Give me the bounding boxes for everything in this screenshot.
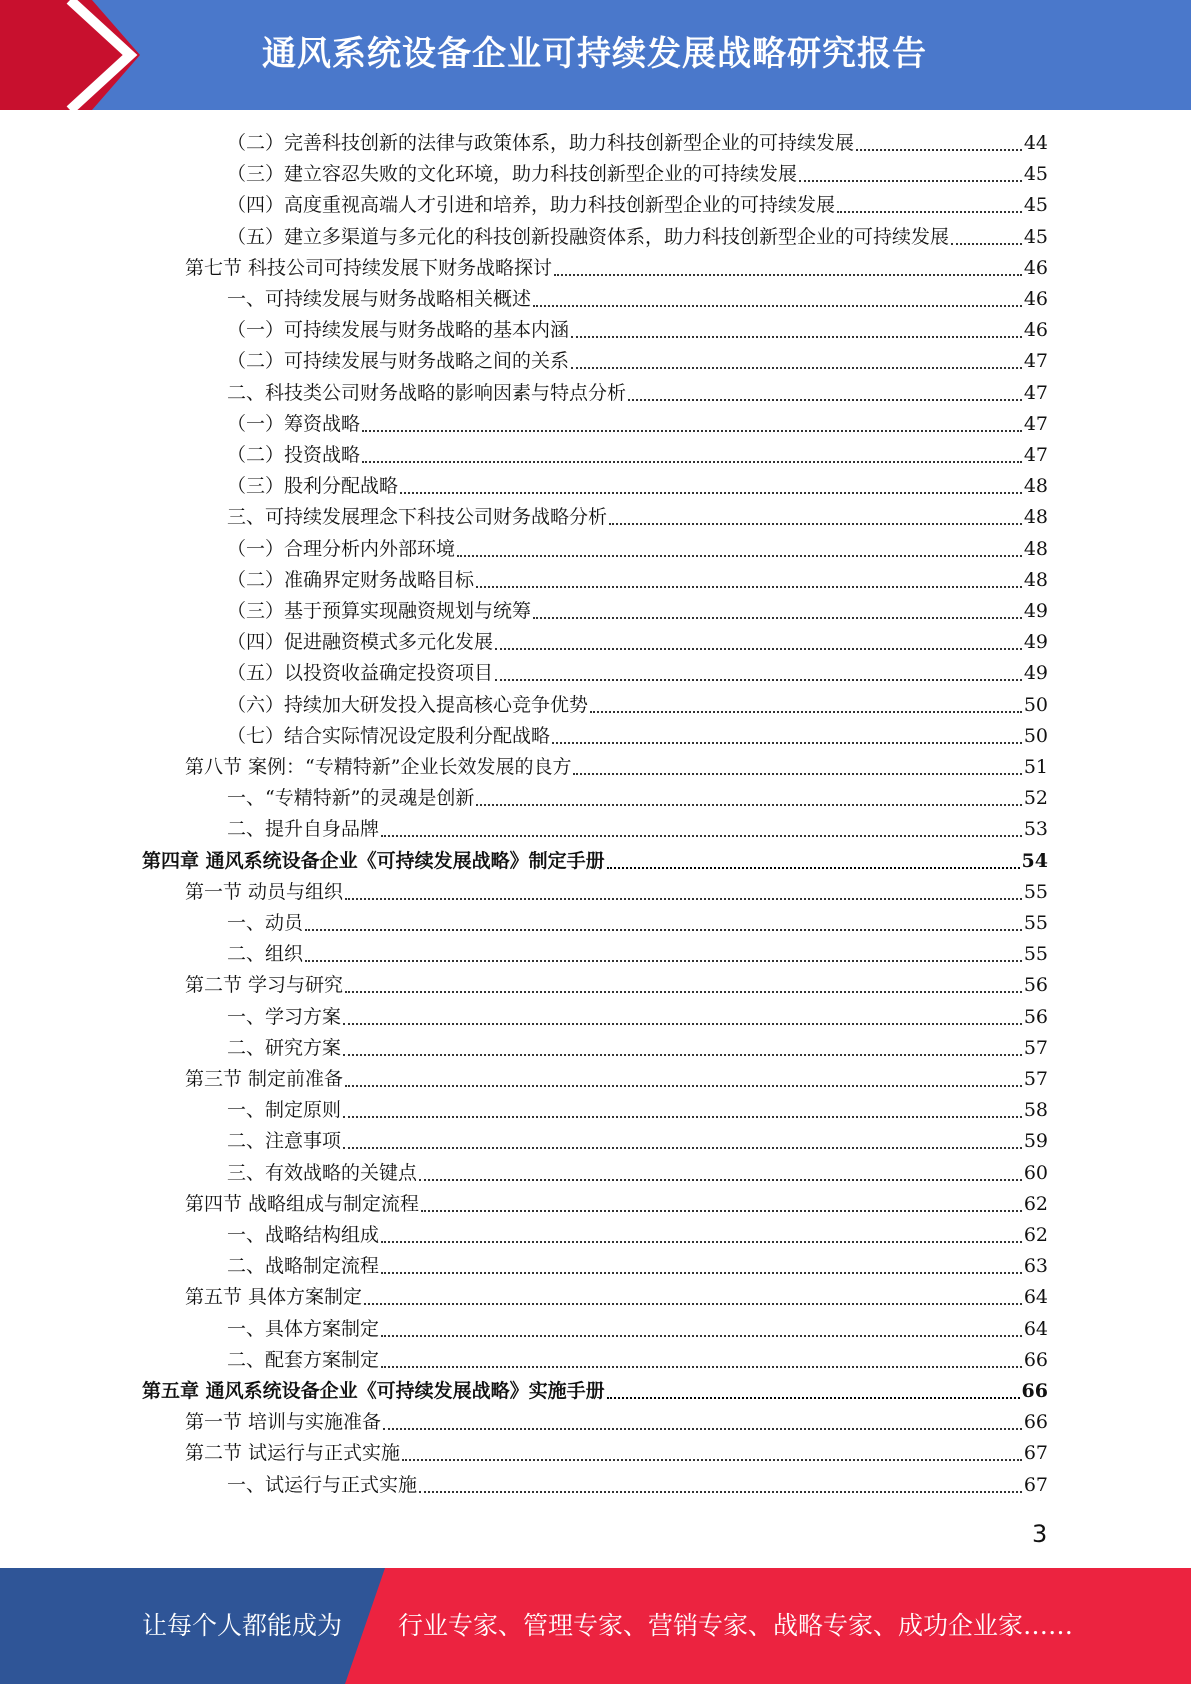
toc-subsection-entry[interactable] xyxy=(227,1126,1048,1157)
toc-subsection-entry[interactable] xyxy=(227,721,1048,752)
toc-leader-dots xyxy=(419,1179,1022,1181)
toc-entry-page: 47 xyxy=(1023,350,1048,373)
toc-subsection-entry[interactable] xyxy=(227,159,1048,190)
toc-entry-page: 50 xyxy=(1023,724,1048,747)
toc-subsection-entry[interactable] xyxy=(227,222,1048,253)
toc-section-entry[interactable] xyxy=(185,1064,1048,1095)
toc-entry-label: 第四节 战略组成与制定流程 xyxy=(185,1192,420,1215)
toc-entry-page: 46 xyxy=(1023,319,1048,342)
toc-entry-label: 第一节 动员与组织 xyxy=(185,880,344,903)
header-arrow-decoration xyxy=(0,0,140,110)
toc-entry-label: （二）投资战略 xyxy=(227,444,361,466)
toc-subsection-entry[interactable] xyxy=(227,315,1048,346)
toc-entry-label: 二、注意事项 xyxy=(227,1130,342,1153)
toc-leader-dots xyxy=(573,773,1021,775)
toc-section-entry[interactable] xyxy=(185,1407,1048,1438)
toc-entry-page: 64 xyxy=(1023,1286,1048,1309)
toc-subsection-entry[interactable] xyxy=(227,814,1048,845)
toc-entry-label: （一）可持续发展与财务战略的基本内涵 xyxy=(227,319,570,342)
toc-leader-dots xyxy=(305,960,1022,962)
toc-entry-page: 60 xyxy=(1023,1161,1048,1184)
toc-entry-page: 56 xyxy=(1023,1005,1048,1028)
toc-leader-dots xyxy=(495,648,1022,650)
toc-entry-label: 第二节 试运行与正式实施 xyxy=(185,1442,401,1465)
report-title: 通风系统设备企业可持续发展战略研究报告 xyxy=(262,34,927,74)
toc-leader-dots xyxy=(421,1210,1022,1212)
toc-subsection-entry[interactable] xyxy=(227,1314,1048,1345)
toc-leader-dots xyxy=(381,1241,1022,1243)
toc-entry-label: （二）完善科技创新的法律与政策体系，助力科技创新型企业的可持续发展 xyxy=(227,132,855,154)
toc-entry-page: 45 xyxy=(1023,163,1048,186)
toc-leader-dots xyxy=(476,804,1021,806)
toc-subsection-entry[interactable] xyxy=(227,627,1048,658)
toc-section-entry[interactable] xyxy=(185,877,1048,908)
toc-entry-label: （一）合理分析内外部环境 xyxy=(227,537,456,560)
toc-entry-label: 三、有效战略的关键点 xyxy=(227,1161,418,1184)
toc-entry-page: 48 xyxy=(1023,506,1048,529)
toc-leader-dots xyxy=(533,305,1022,307)
toc-leader-dots xyxy=(343,1023,1022,1025)
toc-section-entry[interactable] xyxy=(185,1438,1048,1469)
toc-entry-label: 一、具体方案制定 xyxy=(227,1317,380,1340)
toc-entry-page: 59 xyxy=(1023,1130,1048,1153)
toc-entry-page: 67 xyxy=(1023,1442,1048,1465)
toc-leader-dots xyxy=(343,1054,1022,1056)
toc-subsection-entry[interactable] xyxy=(227,1033,1048,1064)
toc-leader-dots xyxy=(400,492,1022,494)
toc-subsection-entry[interactable] xyxy=(227,502,1048,533)
toc-subsection-entry[interactable] xyxy=(227,1470,1048,1501)
toc-entry-page: 47 xyxy=(1023,412,1048,435)
toc-leader-dots xyxy=(343,1116,1022,1118)
toc-entry-label: 二、战略制定流程 xyxy=(227,1255,380,1278)
toc-entry-page: 62 xyxy=(1023,1192,1048,1215)
toc-entry-page: 46 xyxy=(1023,256,1048,279)
toc-entry-page: 49 xyxy=(1023,662,1048,685)
toc-leader-dots xyxy=(381,1335,1022,1337)
toc-leader-dots xyxy=(345,1085,1022,1087)
toc-entry-label: 一、战略结构组成 xyxy=(227,1224,380,1246)
toc-entry-label: 一、学习方案 xyxy=(227,1005,342,1028)
toc-leader-dots xyxy=(362,430,1022,432)
toc-entry-label: （四）促进融资模式多元化发展 xyxy=(227,631,494,654)
toc-leader-dots xyxy=(607,867,1020,869)
toc-leader-dots xyxy=(571,367,1022,369)
toc-entry-label: 二、组织 xyxy=(227,943,304,966)
toc-subsection-entry[interactable] xyxy=(227,1345,1048,1376)
toc-leader-dots xyxy=(383,1428,1022,1430)
toc-leader-dots xyxy=(495,679,1022,681)
toc-subsection-entry[interactable] xyxy=(227,1251,1048,1282)
toc-entry-page: 48 xyxy=(1023,475,1048,498)
toc-leader-dots xyxy=(402,1459,1022,1461)
toc-entry-label: （五）以投资收益确定投资项目 xyxy=(227,662,494,685)
toc-entry-page: 53 xyxy=(1023,818,1048,841)
toc-entry-label: 第四章 通风系统设备企业《可持续发展战略》制定手册 xyxy=(142,849,605,872)
toc-section-entry[interactable] xyxy=(185,970,1048,1001)
toc-entry-page: 52 xyxy=(1023,787,1048,810)
toc-entry-label: 二、研究方案 xyxy=(227,1036,342,1059)
toc-subsection-entry[interactable] xyxy=(227,908,1048,939)
toc-subsection-entry[interactable] xyxy=(227,534,1048,565)
toc-entry-page: 44 xyxy=(1023,132,1048,154)
toc-section-entry[interactable] xyxy=(185,752,1048,783)
toc-chapter-entry[interactable] xyxy=(142,1376,1048,1407)
footer-slogan-left: 让每个人都能成为 xyxy=(142,1611,343,1640)
toc-subsection-entry[interactable] xyxy=(227,690,1048,721)
toc-leader-dots xyxy=(364,1303,1022,1305)
toc-subsection-entry[interactable] xyxy=(227,471,1048,502)
toc-entry-label: 一、“专精特新”的灵魂是创新 xyxy=(227,787,475,810)
toc-leader-dots xyxy=(590,711,1022,713)
toc-subsection-entry[interactable] xyxy=(227,596,1048,627)
toc-entry-label: 一、动员 xyxy=(227,912,304,934)
toc-leader-dots xyxy=(457,555,1022,557)
toc-entry-label: 第二节 学习与研究 xyxy=(185,974,344,997)
toc-leader-dots xyxy=(856,149,1022,151)
toc-entry-page: 46 xyxy=(1023,288,1048,310)
toc-section-entry[interactable] xyxy=(185,1189,1048,1220)
toc-subsection-entry[interactable] xyxy=(227,939,1048,970)
toc-leader-dots xyxy=(571,336,1022,338)
toc-section-entry[interactable] xyxy=(185,253,1048,284)
toc-subsection-entry[interactable] xyxy=(227,378,1048,409)
toc-leader-dots xyxy=(381,835,1022,837)
toc-leader-dots xyxy=(381,1366,1022,1368)
toc-entry-page: 47 xyxy=(1023,381,1048,404)
toc-entry-label: 三、可持续发展理念下科技公司财务战略分析 xyxy=(227,506,608,529)
toc-entry-label: 一、可持续发展与财务战略相关概述 xyxy=(227,288,532,310)
toc-entry-page: 49 xyxy=(1023,600,1048,622)
toc-entry-label: 第八节 案例：“专精特新”企业长效发展的良方 xyxy=(185,756,572,778)
toc-entry-page: 66 xyxy=(1021,1380,1048,1402)
toc-leader-dots xyxy=(343,1147,1022,1149)
toc-leader-dots xyxy=(607,1397,1020,1399)
toc-entry-page: 51 xyxy=(1023,756,1048,778)
toc-entry-label: （一）筹资战略 xyxy=(227,412,361,435)
toc-entry-page: 54 xyxy=(1021,849,1048,872)
toc-leader-dots xyxy=(345,991,1022,993)
toc-subsection-entry[interactable] xyxy=(227,284,1048,315)
toc-entry-label: （二）可持续发展与财务战略之间的关系 xyxy=(227,350,570,373)
toc-entry-label: （三）建立容忍失败的文化环境，助力科技创新型企业的可持续发展 xyxy=(227,163,798,186)
page-header xyxy=(0,0,1191,110)
toc-subsection-entry[interactable] xyxy=(227,783,1048,814)
toc-entry-page: 57 xyxy=(1023,1036,1048,1059)
toc-entry-label: 一、试运行与正式实施 xyxy=(227,1473,418,1496)
toc-entry-page: 48 xyxy=(1023,537,1048,560)
toc-entry-page: 55 xyxy=(1023,880,1048,903)
toc-subsection-entry[interactable] xyxy=(227,128,1048,159)
toc-subsection-entry[interactable] xyxy=(227,565,1048,596)
page-footer xyxy=(0,1568,1191,1684)
toc-chapter-entry[interactable] xyxy=(142,846,1048,877)
toc-entry-label: 二、科技类公司财务战略的影响因素与特点分析 xyxy=(227,381,627,404)
toc-entry-label: （二）准确界定财务战略目标 xyxy=(227,568,475,591)
toc-entry-label: （四）高度重视高端人才引进和培养，助力科技创新型企业的可持续发展 xyxy=(227,194,836,217)
toc-leader-dots xyxy=(837,211,1022,213)
toc-entry-page: 66 xyxy=(1023,1411,1048,1434)
toc-leader-dots xyxy=(552,742,1022,744)
toc-entry-label: （六）持续加大研发投入提高核心竞争优势 xyxy=(227,693,589,716)
toc-entry-label: 第一节 培训与实施准备 xyxy=(185,1411,382,1434)
toc-leader-dots xyxy=(345,898,1022,900)
toc-entry-page: 55 xyxy=(1023,912,1048,934)
toc-entry-page: 62 xyxy=(1023,1224,1048,1246)
toc-entry-label: 一、制定原则 xyxy=(227,1099,342,1122)
toc-entry-label: 二、配套方案制定 xyxy=(227,1348,380,1371)
toc-entry-label: 第五节 具体方案制定 xyxy=(185,1286,363,1309)
toc-leader-dots xyxy=(476,586,1022,588)
toc-entry-page: 57 xyxy=(1023,1068,1048,1090)
toc-subsection-entry[interactable] xyxy=(227,1220,1048,1251)
toc-entry-page: 64 xyxy=(1023,1317,1048,1340)
toc-leader-dots xyxy=(533,617,1022,619)
toc-entry-page: 45 xyxy=(1023,194,1048,217)
toc-entry-label: 第七节 科技公司可持续发展下财务战略探讨 xyxy=(185,256,553,279)
toc-subsection-entry[interactable] xyxy=(227,346,1048,377)
toc-subsection-entry[interactable] xyxy=(227,1158,1048,1189)
toc-entry-page: 58 xyxy=(1023,1099,1048,1122)
toc-leader-dots xyxy=(554,274,1022,276)
footer-slogan-right: 行业专家、管理专家、营销专家、战略专家、成功企业家…… xyxy=(398,1611,1074,1640)
toc-entry-label: （三）基于预算实现融资规划与统筹 xyxy=(227,600,532,622)
toc-entry-label: 第三节 制定前准备 xyxy=(185,1068,344,1090)
toc-leader-dots xyxy=(799,180,1022,182)
toc-entry-page: 56 xyxy=(1023,974,1048,997)
toc-leader-dots xyxy=(628,399,1022,401)
toc-entry-page: 45 xyxy=(1023,225,1048,248)
toc-entry-label: （七）结合实际情况设定股利分配战略 xyxy=(227,724,551,747)
toc-subsection-entry[interactable] xyxy=(227,440,1048,471)
toc-subsection-entry[interactable] xyxy=(227,409,1048,440)
toc-leader-dots xyxy=(362,461,1022,463)
toc-entry-page: 67 xyxy=(1023,1473,1048,1496)
toc-subsection-entry[interactable] xyxy=(227,1095,1048,1126)
toc-entry-page: 50 xyxy=(1023,693,1048,716)
toc-section-entry[interactable] xyxy=(185,1282,1048,1313)
toc-entry-page: 48 xyxy=(1023,568,1048,591)
page-number: 3 xyxy=(1032,1520,1048,1548)
toc-leader-dots xyxy=(381,1272,1022,1274)
toc-leader-dots xyxy=(609,523,1022,525)
toc-entry-page: 66 xyxy=(1023,1348,1048,1371)
toc-entry-page: 47 xyxy=(1023,444,1048,466)
toc-entry-label: 二、提升自身品牌 xyxy=(227,818,380,841)
toc-entry-label: 第五章 通风系统设备企业《可持续发展战略》实施手册 xyxy=(142,1380,605,1402)
toc-entry-page: 63 xyxy=(1023,1255,1048,1278)
toc-subsection-entry[interactable] xyxy=(227,190,1048,221)
toc-entry-label: （五）建立多渠道与多元化的科技创新投融资体系，助力科技创新型企业的可持续发展 xyxy=(227,225,950,248)
toc-entry-page: 49 xyxy=(1023,631,1048,654)
toc-subsection-entry[interactable] xyxy=(227,658,1048,689)
toc-entry-label: （三）股利分配战略 xyxy=(227,475,399,498)
toc-leader-dots xyxy=(305,929,1022,931)
toc-subsection-entry[interactable] xyxy=(227,1002,1048,1033)
toc-leader-dots xyxy=(419,1491,1022,1493)
toc-entry-page: 55 xyxy=(1023,943,1048,966)
toc-leader-dots xyxy=(951,243,1022,245)
